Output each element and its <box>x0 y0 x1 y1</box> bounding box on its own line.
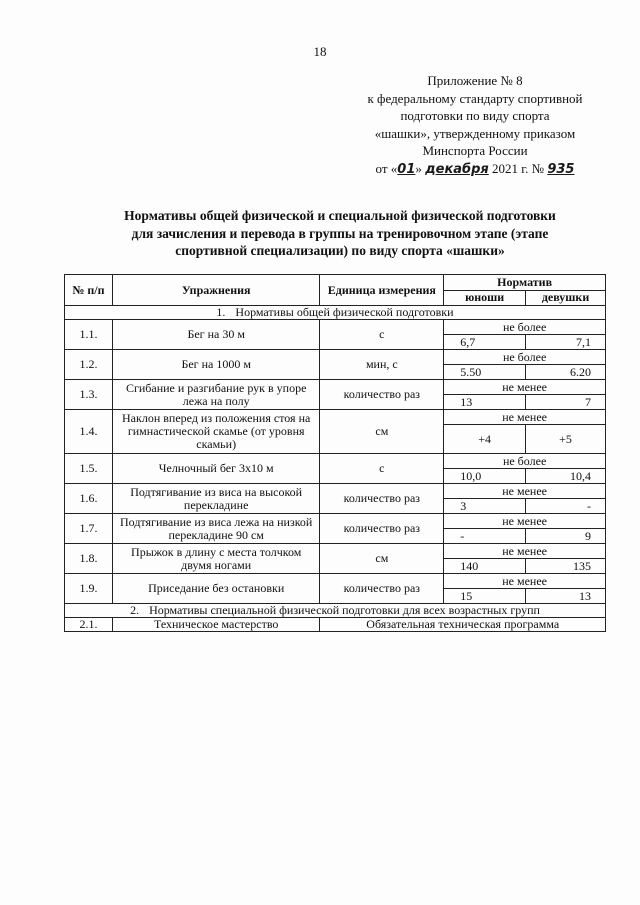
row-unit: с <box>320 320 444 350</box>
row-direction: не менее <box>444 574 606 589</box>
row-exercise: Техническое мастерство <box>112 618 320 632</box>
date-prefix: от « <box>375 160 398 176</box>
section-row <box>65 306 606 320</box>
row-direction: не менее <box>444 484 606 499</box>
value-boys: - <box>444 529 526 544</box>
table-row <box>65 350 606 365</box>
row-exercise: Челночный бег 3x10 м <box>112 454 320 484</box>
header-norm: Норматив <box>444 275 606 291</box>
table-row <box>65 320 606 335</box>
row-exercise: Сгибание и разгибание рук в упоре лежа на полу <box>112 380 320 410</box>
appendix-block <box>340 72 610 178</box>
row-exercise: Подтягивание из виса лежа на низкой перекладине 90 см <box>112 514 320 544</box>
section-row <box>65 604 606 618</box>
row-exercise: Подтягивание из виса на высокой перекладине <box>112 484 320 514</box>
row-number: 1.5. <box>65 454 113 484</box>
header-num: № п/п <box>65 275 113 306</box>
row-exercise: Наклон вперед из положения стоя на гимнастической скамье (от уровня скамьи) <box>112 410 320 454</box>
handwritten-month: декабря <box>425 161 489 177</box>
value-boys: 3 <box>444 499 526 514</box>
handwritten-order-number: 935 <box>547 161 575 177</box>
row-unit: см <box>320 410 444 454</box>
row-number: 1.6. <box>65 484 113 514</box>
row-number: 1.2. <box>65 350 113 380</box>
value-boys: 6,7 <box>444 335 526 350</box>
row-direction: не менее <box>444 514 606 529</box>
row-unit: см <box>320 544 444 574</box>
section-label: Нормативы специальной физической подготовки для всех возрастных групп <box>149 603 540 617</box>
row-number: 1.4. <box>65 410 113 454</box>
value-girls: 10,4 <box>526 469 606 484</box>
row-number: 1.3. <box>65 380 113 410</box>
value-girls: 9 <box>526 529 606 544</box>
title-line: Нормативы общей физической и специальной физической подготовки <box>124 208 556 223</box>
handwritten-day: 01 <box>397 161 416 177</box>
value-boys: 5.50 <box>444 365 526 380</box>
header-girls: девушки <box>526 290 606 306</box>
table-row <box>65 514 606 529</box>
page-number: 18 <box>313 44 327 59</box>
value-girls: 6.20 <box>526 365 606 380</box>
appendix-line: к федеральному стандарту спортивной <box>367 90 583 106</box>
value-boys: 15 <box>444 589 526 604</box>
table-row <box>65 618 606 632</box>
row-number: 1.8. <box>65 544 113 574</box>
row-exercise: Прыжок в длину с места толчком двумя ногами <box>112 544 320 574</box>
row-direction: не более <box>444 350 606 365</box>
row-direction: не менее <box>444 380 606 395</box>
date-mid: » <box>415 160 422 176</box>
row-exercise: Приседание без остановки <box>112 574 320 604</box>
value-boys: 10,0 <box>444 469 526 484</box>
section-number: 1. <box>216 305 226 319</box>
row-direction: не более <box>444 320 606 335</box>
section-label: Нормативы общей физической подготовки <box>235 305 454 319</box>
row-unit: количество раз <box>320 484 444 514</box>
norms-table <box>64 274 606 632</box>
appendix-line: «шашки», утвержденному приказом <box>374 125 576 141</box>
row-unit: мин, с <box>320 350 444 380</box>
table-row <box>65 574 606 589</box>
row-exercise: Бег на 30 м <box>112 320 320 350</box>
row-value: Обязательная техническая программа <box>320 618 606 632</box>
row-unit: количество раз <box>320 380 444 410</box>
header-unit: Единица измерения <box>320 275 444 306</box>
table-row <box>65 380 606 395</box>
row-direction: не менее <box>444 410 606 425</box>
row-unit: с <box>320 454 444 484</box>
row-unit: количество раз <box>320 574 444 604</box>
appendix-line: Минспорта России <box>422 143 528 158</box>
header-boys: юноши <box>444 290 526 306</box>
value-girls: 7 <box>526 395 606 410</box>
table-row <box>65 410 606 425</box>
row-direction: не более <box>444 454 606 469</box>
row-number: 1.1. <box>65 320 113 350</box>
section-number: 2. <box>130 603 140 617</box>
value-girls: - <box>526 499 606 514</box>
table-row <box>65 454 606 469</box>
appendix-line: Приложение № 8 <box>427 73 523 88</box>
order-date-line <box>340 160 610 179</box>
value-girls: 13 <box>526 589 606 604</box>
row-number: 2.1. <box>65 618 113 632</box>
row-number: 1.9. <box>65 574 113 604</box>
row-number: 1.7. <box>65 514 113 544</box>
title-line: спортивной специализации) по виду спорта «шашки» <box>175 243 505 258</box>
table-row <box>65 484 606 499</box>
value-boys: 140 <box>444 559 526 574</box>
value-girls: 7,1 <box>526 335 606 350</box>
value-girls: +5 <box>526 425 606 454</box>
row-unit: количество раз <box>320 514 444 544</box>
value-boys: +4 <box>444 425 526 454</box>
row-exercise: Бег на 1000 м <box>112 350 320 380</box>
table-row <box>65 544 606 559</box>
title-line: для зачисления и перевода в группы на тренировочном этапе (этапе <box>131 225 549 241</box>
document-title <box>80 207 600 260</box>
appendix-line: подготовки по виду спорта <box>400 108 550 123</box>
header-exercise: Упражнения <box>112 275 320 306</box>
value-boys: 13 <box>444 395 526 410</box>
value-girls: 135 <box>526 559 606 574</box>
date-year: 2021 г. № <box>492 160 545 176</box>
row-direction: не менее <box>444 544 606 559</box>
